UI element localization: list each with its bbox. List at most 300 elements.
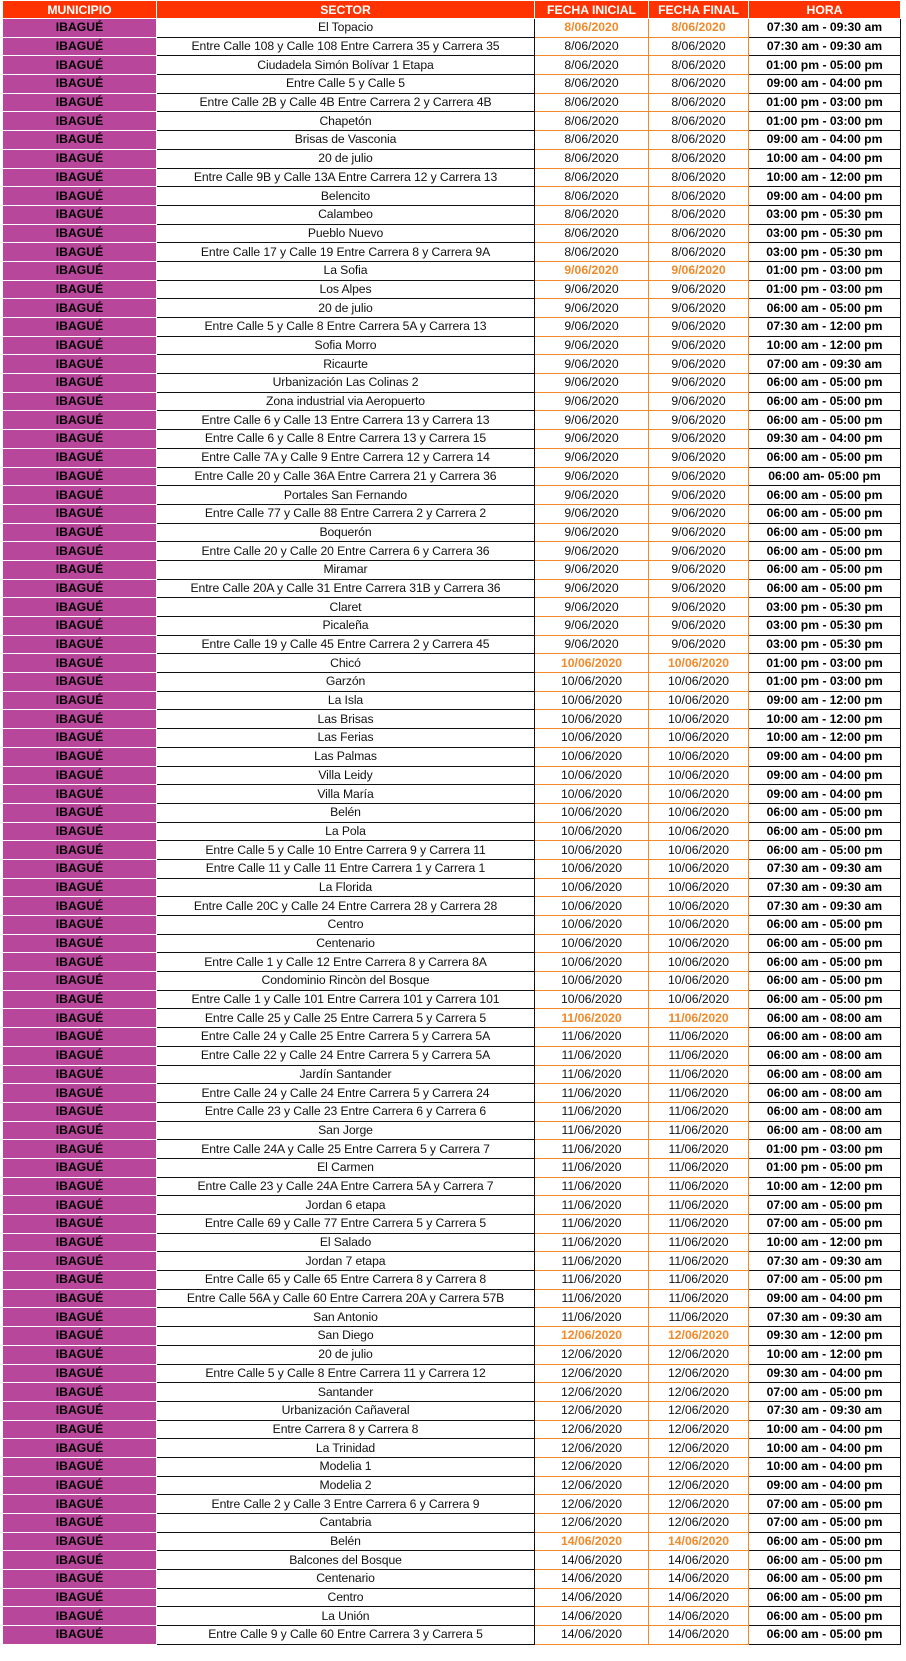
table-row [3, 56, 901, 75]
sector-cell: Entre Calle 11 y Calle 11 Entre Carrera 1 y Carrera 1 [157, 859, 535, 878]
fecha-inicial-cell: 12/06/2020 [535, 1327, 649, 1346]
hora-cell: 06:00 am - 05:00 pm [749, 579, 901, 598]
table-row [3, 972, 901, 991]
fecha-inicial-cell: 11/06/2020 [535, 1271, 649, 1290]
fecha-inicial-cell: 9/06/2020 [535, 392, 649, 411]
hora-cell: 10:00 am - 12:00 pm [749, 710, 901, 729]
fecha-inicial-cell: 10/06/2020 [535, 972, 649, 991]
sector-cell: Jordan 6 etapa [157, 1196, 535, 1215]
municipio-cell: IBAGUÉ [3, 635, 157, 654]
sector-cell: Villa Leidy [157, 766, 535, 785]
fecha-inicial-cell: 12/06/2020 [535, 1495, 649, 1514]
table-header [3, 1, 901, 19]
fecha-final-cell: 8/06/2020 [649, 168, 749, 187]
hora-cell: 06:00 am - 05:00 pm [749, 392, 901, 411]
sector-cell: Entre Calle 24 y Calle 24 Entre Carrera 5 y Carrera 24 [157, 1084, 535, 1103]
hora-cell: 01:00 pm - 05:00 pm [749, 56, 901, 75]
municipio-cell: IBAGUÉ [3, 803, 157, 822]
fecha-final-cell: 9/06/2020 [649, 486, 749, 505]
fecha-inicial-cell: 8/06/2020 [535, 75, 649, 94]
municipio-cell: IBAGUÉ [3, 934, 157, 953]
municipio-cell: IBAGUÉ [3, 1607, 157, 1626]
fecha-inicial-cell: 12/06/2020 [535, 1383, 649, 1402]
table-row [3, 1028, 901, 1047]
municipio-cell: IBAGUÉ [3, 486, 157, 505]
table-row [3, 1495, 901, 1514]
hora-cell: 03:00 pm - 05:30 pm [749, 243, 901, 262]
municipio-cell: IBAGUÉ [3, 916, 157, 935]
table-row [3, 766, 901, 785]
hora-cell: 06:00 am - 05:00 pm [749, 972, 901, 991]
hora-cell: 01:00 pm - 03:00 pm [749, 673, 901, 692]
fecha-final-cell: 9/06/2020 [649, 467, 749, 486]
hora-cell: 06:00 am - 08:00 am [749, 1084, 901, 1103]
municipio-cell: IBAGUÉ [3, 747, 157, 766]
fecha-inicial-cell: 10/06/2020 [535, 897, 649, 916]
sector-cell: Centro [157, 1588, 535, 1607]
table-row [3, 1289, 901, 1308]
sector-cell: Las Palmas [157, 747, 535, 766]
hora-cell: 09:00 am - 04:00 pm [749, 1289, 901, 1308]
fecha-inicial-cell: 10/06/2020 [535, 878, 649, 897]
municipio-cell: IBAGUÉ [3, 187, 157, 206]
fecha-inicial-cell: 11/06/2020 [535, 1065, 649, 1084]
hora-cell: 07:30 am - 09:30 am [749, 1401, 901, 1420]
fecha-final-cell: 11/06/2020 [649, 1102, 749, 1121]
hora-cell: 09:00 am - 04:00 pm [749, 1476, 901, 1495]
sector-cell: Calambeo [157, 205, 535, 224]
hora-cell: 09:00 am - 04:00 pm [749, 766, 901, 785]
fecha-inicial-cell: 9/06/2020 [535, 504, 649, 523]
municipio-cell: IBAGUÉ [3, 897, 157, 916]
sector-cell: Entre Calle 2 y Calle 3 Entre Carrera 6 y Carrera 9 [157, 1495, 535, 1514]
municipio-cell: IBAGUÉ [3, 1626, 157, 1645]
fecha-inicial-cell: 9/06/2020 [535, 635, 649, 654]
table-row [3, 673, 901, 692]
hora-cell: 10:00 am - 12:00 pm [749, 336, 901, 355]
sector-cell: El Salado [157, 1233, 535, 1252]
fecha-final-cell: 9/06/2020 [649, 261, 749, 280]
fecha-inicial-cell: 9/06/2020 [535, 261, 649, 280]
sector-cell: La Florida [157, 878, 535, 897]
municipio-cell: IBAGUÉ [3, 617, 157, 636]
fecha-final-cell: 9/06/2020 [649, 523, 749, 542]
sector-cell: La Unión [157, 1607, 535, 1626]
sector-cell: Modelia 1 [157, 1457, 535, 1476]
fecha-final-cell: 8/06/2020 [649, 112, 749, 131]
municipio-cell: IBAGUÉ [3, 75, 157, 94]
fecha-final-cell: 11/06/2020 [649, 1233, 749, 1252]
sector-cell: Santander [157, 1383, 535, 1402]
fecha-inicial-cell: 9/06/2020 [535, 560, 649, 579]
municipio-cell: IBAGUÉ [3, 1196, 157, 1215]
municipio-cell: IBAGUÉ [3, 710, 157, 729]
table-row [3, 1158, 901, 1177]
sector-cell: Entre Calle 23 y Calle 24A Entre Carrera 5A y Carrera 7 [157, 1177, 535, 1196]
fecha-final-cell: 10/06/2020 [649, 841, 749, 860]
hora-cell: 07:00 am - 05:00 pm [749, 1196, 901, 1215]
municipio-cell: IBAGUÉ [3, 1009, 157, 1028]
fecha-final-cell: 11/06/2020 [649, 1252, 749, 1271]
hora-cell: 01:00 pm - 03:00 pm [749, 261, 901, 280]
fecha-inicial-cell: 9/06/2020 [535, 523, 649, 542]
fecha-final-cell: 9/06/2020 [649, 579, 749, 598]
fecha-inicial-cell: 10/06/2020 [535, 841, 649, 860]
hora-cell: 03:00 pm - 05:30 pm [749, 224, 901, 243]
fecha-inicial-cell: 9/06/2020 [535, 486, 649, 505]
table-row [3, 1102, 901, 1121]
table-row [3, 486, 901, 505]
municipio-cell: IBAGUÉ [3, 224, 157, 243]
table-row [3, 1121, 901, 1140]
table-row [3, 1570, 901, 1589]
sector-cell: Zona industrial via Aeropuerto [157, 392, 535, 411]
fecha-inicial-cell: 9/06/2020 [535, 579, 649, 598]
sector-cell: Ricaurte [157, 355, 535, 374]
hora-cell: 10:00 am - 04:00 pm [749, 149, 901, 168]
sector-cell: Entre Calle 5 y Calle 5 [157, 75, 535, 94]
municipio-cell: IBAGUÉ [3, 1158, 157, 1177]
fecha-inicial-cell: 11/06/2020 [535, 1289, 649, 1308]
fecha-final-cell: 10/06/2020 [649, 673, 749, 692]
municipio-cell: IBAGUÉ [3, 1457, 157, 1476]
table-row [3, 785, 901, 804]
sector-cell: Entre Calle 5 y Calle 10 Entre Carrera 9 y Carrera 11 [157, 841, 535, 860]
fecha-final-cell: 9/06/2020 [649, 374, 749, 393]
fecha-inicial-cell: 14/06/2020 [535, 1607, 649, 1626]
hora-cell: 07:30 am - 09:30 am [749, 878, 901, 897]
sector-cell: Miramar [157, 560, 535, 579]
municipio-cell: IBAGUÉ [3, 1588, 157, 1607]
table-row [3, 131, 901, 150]
fecha-final-cell: 8/06/2020 [649, 187, 749, 206]
table-row [3, 1140, 901, 1159]
sector-cell: Belén [157, 1532, 535, 1551]
fecha-inicial-cell: 8/06/2020 [535, 224, 649, 243]
hora-cell: 01:00 pm - 03:00 pm [749, 1140, 901, 1159]
municipio-cell: IBAGUÉ [3, 560, 157, 579]
hora-cell: 09:00 am - 04:00 pm [749, 187, 901, 206]
sector-cell: Entre Calle 22 y Calle 24 Entre Carrera 5 y Carrera 5A [157, 1046, 535, 1065]
fecha-final-cell: 14/06/2020 [649, 1532, 749, 1551]
fecha-final-cell: 8/06/2020 [649, 224, 749, 243]
fecha-final-cell: 8/06/2020 [649, 149, 749, 168]
fecha-final-cell: 12/06/2020 [649, 1420, 749, 1439]
hora-cell: 10:00 am - 04:00 pm [749, 1420, 901, 1439]
fecha-final-cell: 12/06/2020 [649, 1364, 749, 1383]
municipio-cell: IBAGUÉ [3, 1495, 157, 1514]
table-row [3, 1252, 901, 1271]
sector-cell: Entre Calle 6 y Calle 13 Entre Carrera 13 y Carrera 13 [157, 411, 535, 430]
header-row [3, 1, 901, 19]
fecha-inicial-cell: 9/06/2020 [535, 467, 649, 486]
table-row [3, 336, 901, 355]
municipio-cell: IBAGUÉ [3, 1121, 157, 1140]
fecha-final-cell: 11/06/2020 [649, 1215, 749, 1234]
municipio-cell: IBAGUÉ [3, 1065, 157, 1084]
hora-cell: 09:00 am - 04:00 pm [749, 131, 901, 150]
hora-cell: 10:00 am - 04:00 pm [749, 1439, 901, 1458]
fecha-final-cell: 14/06/2020 [649, 1588, 749, 1607]
hora-cell: 06:00 am - 05:00 pm [749, 448, 901, 467]
table-row [3, 37, 901, 56]
fecha-inicial-cell: 9/06/2020 [535, 355, 649, 374]
sector-cell: Entre Calle 7A y Calle 9 Entre Carrera 12 y Carrera 14 [157, 448, 535, 467]
fecha-final-cell: 8/06/2020 [649, 93, 749, 112]
municipio-cell: IBAGUÉ [3, 448, 157, 467]
table-row [3, 280, 901, 299]
fecha-inicial-cell: 10/06/2020 [535, 673, 649, 692]
fecha-final-cell: 11/06/2020 [649, 1177, 749, 1196]
fecha-final-cell: 9/06/2020 [649, 504, 749, 523]
table-row [3, 841, 901, 860]
table-row [3, 617, 901, 636]
fecha-final-cell: 10/06/2020 [649, 766, 749, 785]
table-row [3, 1383, 901, 1402]
municipio-cell: IBAGUÉ [3, 261, 157, 280]
fecha-inicial-cell: 11/06/2020 [535, 1158, 649, 1177]
sector-cell: Urbanización Cañaveral [157, 1401, 535, 1420]
table-row [3, 1046, 901, 1065]
fecha-inicial-cell: 8/06/2020 [535, 19, 649, 38]
fecha-final-cell: 8/06/2020 [649, 205, 749, 224]
sector-cell: Claret [157, 598, 535, 617]
sector-cell: La Pola [157, 822, 535, 841]
fecha-inicial-cell: 12/06/2020 [535, 1420, 649, 1439]
table-row [3, 112, 901, 131]
fecha-inicial-cell: 14/06/2020 [535, 1570, 649, 1589]
fecha-inicial-cell: 8/06/2020 [535, 56, 649, 75]
table-row [3, 542, 901, 561]
table-row [3, 1196, 901, 1215]
table-row [3, 1401, 901, 1420]
table-row [3, 1420, 901, 1439]
table-row [3, 1327, 901, 1346]
municipio-cell: IBAGUÉ [3, 392, 157, 411]
sector-cell: Cantabria [157, 1514, 535, 1533]
hora-cell: 06:00 am - 05:00 pm [749, 523, 901, 542]
municipio-cell: IBAGUÉ [3, 1420, 157, 1439]
fecha-final-cell: 9/06/2020 [649, 280, 749, 299]
municipio-cell: IBAGUÉ [3, 149, 157, 168]
fecha-final-cell: 14/06/2020 [649, 1551, 749, 1570]
sector-cell: Entre Calle 9 y Calle 60 Entre Carrera 3 y Carrera 5 [157, 1626, 535, 1645]
fecha-final-cell: 11/06/2020 [649, 1046, 749, 1065]
sector-cell: Boquerón [157, 523, 535, 542]
table-body [3, 19, 901, 1645]
column-header-hora: HORA [749, 1, 901, 19]
municipio-cell: IBAGUÉ [3, 1102, 157, 1121]
fecha-inicial-cell: 10/06/2020 [535, 785, 649, 804]
fecha-inicial-cell: 8/06/2020 [535, 243, 649, 262]
municipio-cell: IBAGUÉ [3, 953, 157, 972]
sector-cell: Entre Calle 5 y Calle 8 Entre Carrera 5A y Carrera 13 [157, 318, 535, 337]
municipio-cell: IBAGUÉ [3, 355, 157, 374]
sector-cell: Entre Calle 20 y Calle 20 Entre Carrera 6 y Carrera 36 [157, 542, 535, 561]
table-row [3, 1439, 901, 1458]
sector-cell: Entre Calle 20 y Calle 36A Entre Carrera 21 y Carrera 36 [157, 467, 535, 486]
fecha-inicial-cell: 12/06/2020 [535, 1514, 649, 1533]
fecha-final-cell: 8/06/2020 [649, 131, 749, 150]
hora-cell: 03:00 pm - 05:30 pm [749, 617, 901, 636]
fecha-inicial-cell: 11/06/2020 [535, 1140, 649, 1159]
municipio-cell: IBAGUÉ [3, 822, 157, 841]
fecha-final-cell: 12/06/2020 [649, 1495, 749, 1514]
sector-cell: 20 de julio [157, 149, 535, 168]
sector-cell: Entre Calle 24 y Calle 25 Entre Carrera 5 y Carrera 5A [157, 1028, 535, 1047]
sector-cell: Entre Calle 69 y Calle 77 Entre Carrera 5 y Carrera 5 [157, 1215, 535, 1234]
table-row [3, 523, 901, 542]
sector-cell: Las Ferias [157, 729, 535, 748]
municipio-cell: IBAGUÉ [3, 691, 157, 710]
hora-cell: 06:00 am - 05:00 pm [749, 803, 901, 822]
fecha-inicial-cell: 12/06/2020 [535, 1457, 649, 1476]
hora-cell: 06:00 am - 05:00 pm [749, 916, 901, 935]
fecha-inicial-cell: 11/06/2020 [535, 1233, 649, 1252]
sector-cell: La Sofia [157, 261, 535, 280]
table-row [3, 187, 901, 206]
fecha-inicial-cell: 10/06/2020 [535, 729, 649, 748]
fecha-inicial-cell: 14/06/2020 [535, 1588, 649, 1607]
table-row [3, 1626, 901, 1645]
sector-cell: Entre Calle 108 y Calle 108 Entre Carrera 35 y Carrera 35 [157, 37, 535, 56]
municipio-cell: IBAGUÉ [3, 1252, 157, 1271]
fecha-inicial-cell: 9/06/2020 [535, 448, 649, 467]
hora-cell: 06:00 am - 05:00 pm [749, 990, 901, 1009]
table-row [3, 1308, 901, 1327]
municipio-cell: IBAGUÉ [3, 841, 157, 860]
hora-cell: 09:00 am - 04:00 pm [749, 75, 901, 94]
sector-cell: Belén [157, 803, 535, 822]
fecha-inicial-cell: 11/06/2020 [535, 1028, 649, 1047]
sector-cell: Portales San Fernando [157, 486, 535, 505]
municipio-cell: IBAGUÉ [3, 1046, 157, 1065]
hora-cell: 09:00 am - 04:00 pm [749, 747, 901, 766]
hora-cell: 07:30 am - 09:30 am [749, 37, 901, 56]
sector-cell: San Jorge [157, 1121, 535, 1140]
hora-cell: 10:00 am - 12:00 pm [749, 1345, 901, 1364]
municipio-cell: IBAGUÉ [3, 112, 157, 131]
fecha-inicial-cell: 9/06/2020 [535, 374, 649, 393]
sector-cell: Belencito [157, 187, 535, 206]
sector-cell: Garzón [157, 673, 535, 692]
fecha-final-cell: 11/06/2020 [649, 1271, 749, 1290]
table-row [3, 953, 901, 972]
sector-cell: Villa María [157, 785, 535, 804]
sector-cell: Entre Calle 6 y Calle 8 Entre Carrera 13 y Carrera 15 [157, 430, 535, 449]
fecha-inicial-cell: 8/06/2020 [535, 187, 649, 206]
hora-cell: 01:00 pm - 05:00 pm [749, 1158, 901, 1177]
fecha-final-cell: 11/06/2020 [649, 1140, 749, 1159]
sector-cell: Balcones del Bosque [157, 1551, 535, 1570]
fecha-final-cell: 9/06/2020 [649, 635, 749, 654]
table-row [3, 654, 901, 673]
fecha-inicial-cell: 11/06/2020 [535, 1215, 649, 1234]
sector-cell: Entre Calle 1 y Calle 12 Entre Carrera 8 y Carrera 8A [157, 953, 535, 972]
sector-cell: Entre Calle 2B y Calle 4B Entre Carrera 2 y Carrera 4B [157, 93, 535, 112]
municipio-cell: IBAGUÉ [3, 673, 157, 692]
hora-cell: 07:00 am - 05:00 pm [749, 1271, 901, 1290]
municipio-cell: IBAGUÉ [3, 205, 157, 224]
municipio-cell: IBAGUÉ [3, 280, 157, 299]
sector-cell: Entre Calle 9B y Calle 13A Entre Carrera 12 y Carrera 13 [157, 168, 535, 187]
fecha-inicial-cell: 9/06/2020 [535, 336, 649, 355]
hora-cell: 01:00 pm - 03:00 pm [749, 654, 901, 673]
fecha-final-cell: 9/06/2020 [649, 355, 749, 374]
fecha-final-cell: 11/06/2020 [649, 1065, 749, 1084]
hora-cell: 03:00 pm - 05:30 pm [749, 205, 901, 224]
table-row [3, 93, 901, 112]
sector-cell: Entre Calle 17 y Calle 19 Entre Carrera 8 y Carrera 9A [157, 243, 535, 262]
hora-cell: 06:00 am - 08:00 am [749, 1009, 901, 1028]
fecha-inicial-cell: 11/06/2020 [535, 1102, 649, 1121]
municipio-cell: IBAGUÉ [3, 336, 157, 355]
fecha-final-cell: 10/06/2020 [649, 878, 749, 897]
municipio-cell: IBAGUÉ [3, 1233, 157, 1252]
municipio-cell: IBAGUÉ [3, 1476, 157, 1495]
fecha-inicial-cell: 12/06/2020 [535, 1476, 649, 1495]
hora-cell: 06:00 am - 05:00 pm [749, 411, 901, 430]
fecha-final-cell: 10/06/2020 [649, 972, 749, 991]
municipio-cell: IBAGUÉ [3, 318, 157, 337]
fecha-final-cell: 10/06/2020 [649, 803, 749, 822]
municipio-cell: IBAGUÉ [3, 504, 157, 523]
table-row [3, 1271, 901, 1290]
fecha-inicial-cell: 10/06/2020 [535, 859, 649, 878]
hora-cell: 09:30 am - 12:00 pm [749, 1327, 901, 1346]
fecha-inicial-cell: 8/06/2020 [535, 112, 649, 131]
fecha-inicial-cell: 10/06/2020 [535, 803, 649, 822]
sector-cell: Modelia 2 [157, 1476, 535, 1495]
hora-cell: 09:30 am - 04:00 pm [749, 1364, 901, 1383]
sector-cell: Entre Calle 65 y Calle 65 Entre Carrera 8 y Carrera 8 [157, 1271, 535, 1290]
table-row [3, 205, 901, 224]
fecha-final-cell: 11/06/2020 [649, 1289, 749, 1308]
sector-cell: San Diego [157, 1327, 535, 1346]
municipio-cell: IBAGUÉ [3, 1084, 157, 1103]
sector-cell: 20 de julio [157, 1345, 535, 1364]
fecha-final-cell: 12/06/2020 [649, 1514, 749, 1533]
fecha-final-cell: 10/06/2020 [649, 953, 749, 972]
hora-cell: 06:00 am - 05:00 pm [749, 374, 901, 393]
municipio-cell: IBAGUÉ [3, 467, 157, 486]
fecha-final-cell: 9/06/2020 [649, 318, 749, 337]
table-row [3, 1215, 901, 1234]
sector-cell: Entre Calle 19 y Calle 45 Entre Carrera 2 y Carrera 45 [157, 635, 535, 654]
sector-cell: Entre Calle 20A y Calle 31 Entre Carrera 31B y Carrera 36 [157, 579, 535, 598]
hora-cell: 06:00 am - 08:00 am [749, 1102, 901, 1121]
fecha-final-cell: 9/06/2020 [649, 448, 749, 467]
fecha-final-cell: 12/06/2020 [649, 1457, 749, 1476]
sector-cell: Entre Calle 56A y Calle 60 Entre Carrera 20A y Carrera 57B [157, 1289, 535, 1308]
hora-cell: 09:00 am - 12:00 pm [749, 691, 901, 710]
table-row [3, 822, 901, 841]
hora-cell: 07:00 am - 09:30 am [749, 355, 901, 374]
municipio-cell: IBAGUÉ [3, 579, 157, 598]
sector-cell: Entre Calle 25 y Calle 25 Entre Carrera 5 y Carrera 5 [157, 1009, 535, 1028]
fecha-final-cell: 10/06/2020 [649, 822, 749, 841]
fecha-final-cell: 14/06/2020 [649, 1626, 749, 1645]
hora-cell: 10:00 am - 12:00 pm [749, 168, 901, 187]
fecha-final-cell: 9/06/2020 [649, 560, 749, 579]
table-row [3, 1364, 901, 1383]
sector-cell: Jordan 7 etapa [157, 1252, 535, 1271]
municipio-cell: IBAGUÉ [3, 1532, 157, 1551]
fecha-final-cell: 9/06/2020 [649, 617, 749, 636]
table-row [3, 448, 901, 467]
sector-cell: El Topacio [157, 19, 535, 38]
table-row [3, 149, 901, 168]
